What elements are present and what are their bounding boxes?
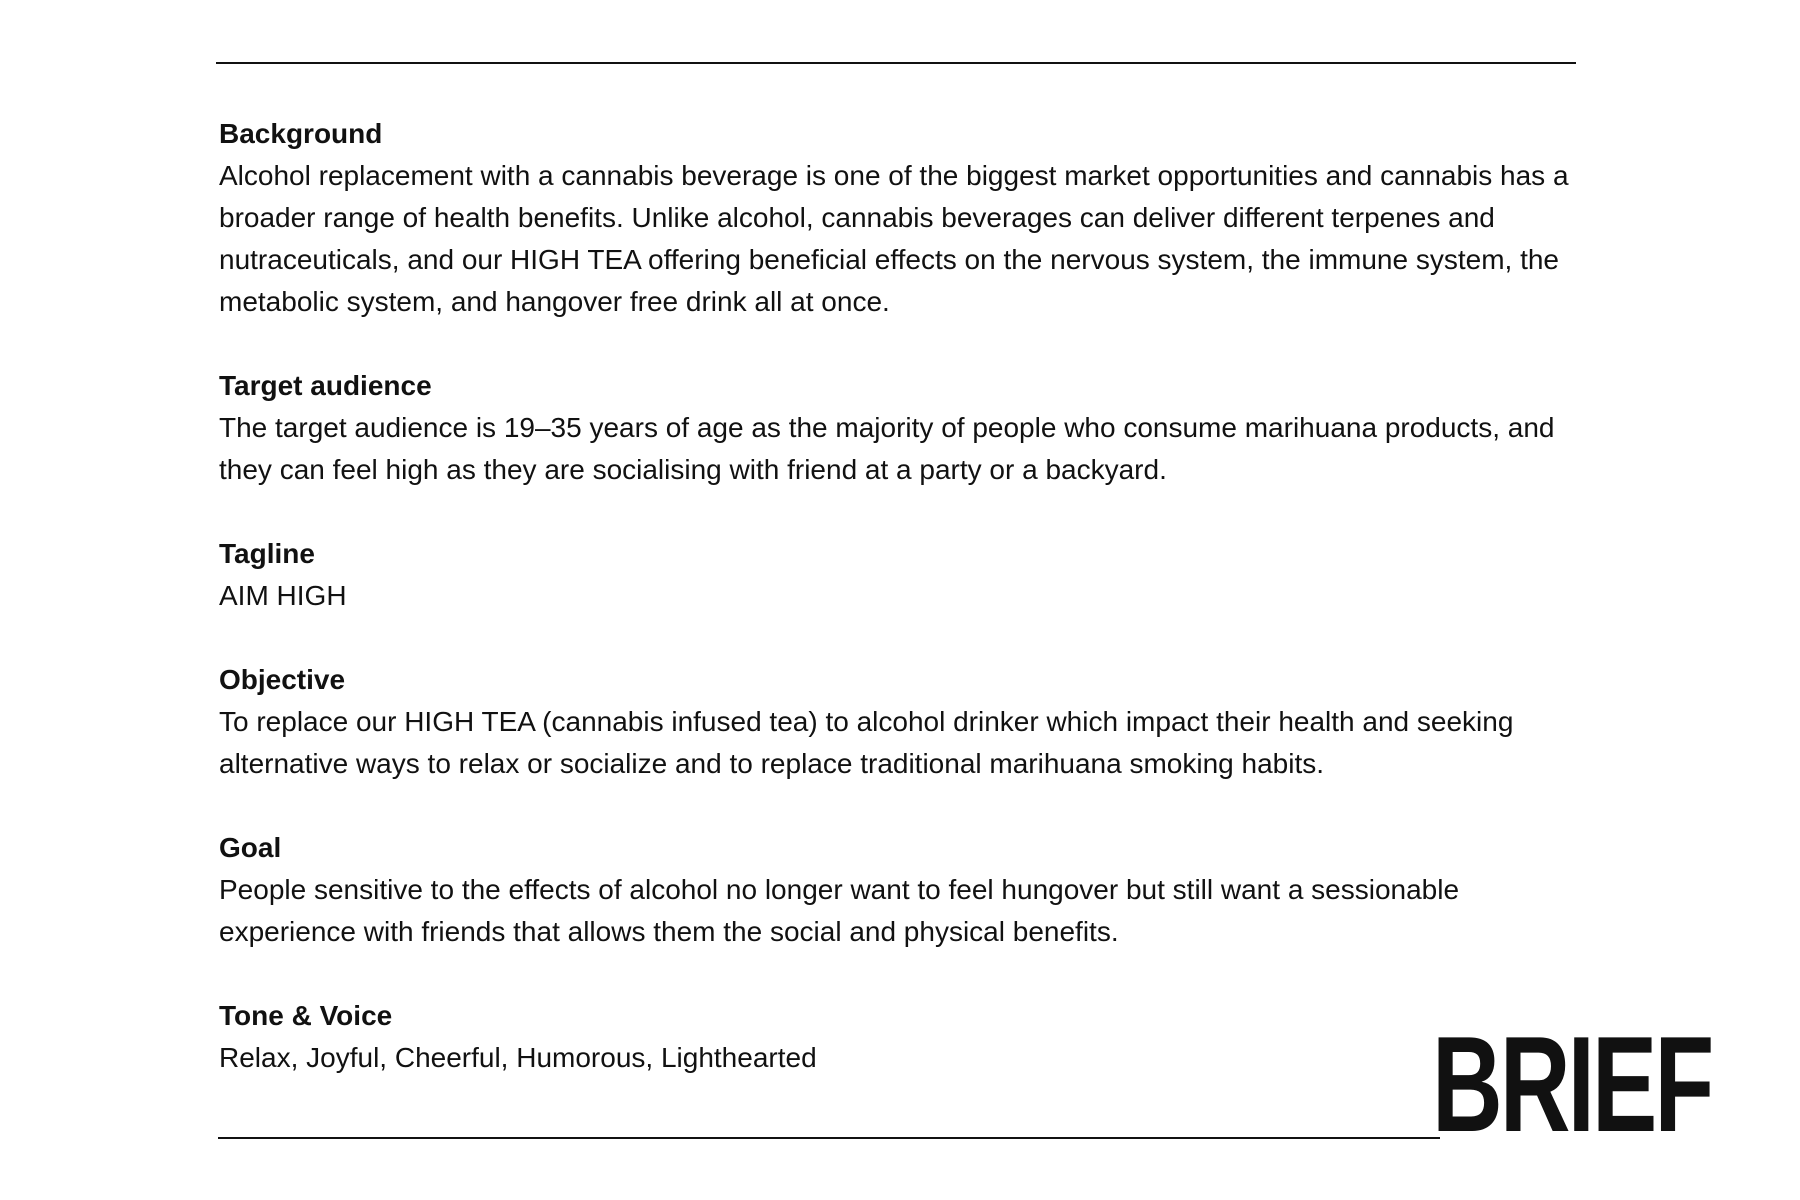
section-objective [219,659,1589,785]
section-body: The target audience is 19–35 years of age as the majority of people who consume marihuana products, and they can feel high as they are socialising with friend at a party or a backyard. [219,412,1555,485]
section-tone-voice [219,995,1589,1079]
brief-content [219,113,1589,1121]
section-heading: Background [219,118,383,149]
section-heading: Goal [219,832,282,863]
section-heading: Target audience [219,370,432,401]
bottom-divider [218,1137,1440,1139]
section-heading: Tone & Voice [219,1000,393,1031]
section-background [219,113,1589,323]
section-body: Relax, Joyful, Cheerful, Humorous, Lighthearted [219,1042,817,1073]
section-body: To replace our HIGH TEA (cannabis infused tea) to alcohol drinker which impact their health and seeking alternative ways to relax or socialize and to replace traditional marihuana smoking habits. [219,706,1514,779]
section-heading: Objective [219,664,346,695]
top-divider [216,62,1576,64]
section-body: People sensitive to the effects of alcohol no longer want to feel hungover but still want a sessionable experience with friends that allows them the social and physical benefits. [219,874,1460,947]
page-label: BRIEF [1432,1008,1712,1160]
section-goal [219,827,1589,953]
section-tagline [219,533,1589,617]
section-body: AIM HIGH [219,580,347,611]
section-target-audience [219,365,1589,491]
section-heading: Tagline [219,538,315,569]
section-body: Alcohol replacement with a cannabis beverage is one of the biggest market opportunities and cannabis has a broader range of health benefits. Unlike alcohol, cannabis beverages can deliver different terpenes and nutraceuticals, and our HIGH TEA offering beneficial effects on the nervous system, the immune system, the metabolic system, and hangover free drink all at once. [219,160,1569,317]
